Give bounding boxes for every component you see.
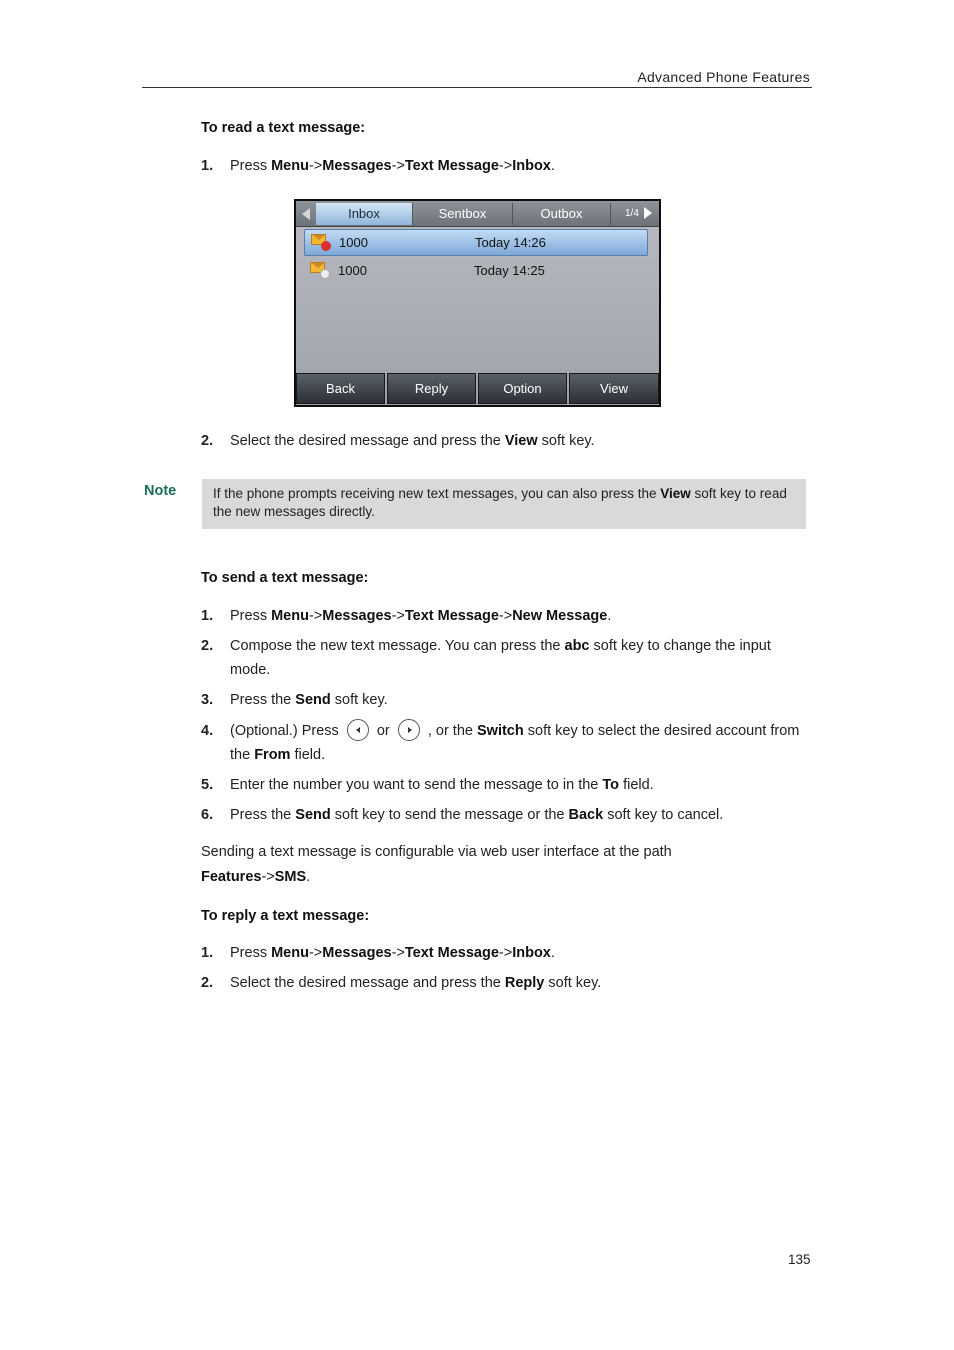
page-header: [142, 67, 812, 88]
right-navigation-key-icon: [398, 719, 420, 741]
step-number: 1.: [201, 945, 214, 961]
tab-outbox[interactable]: Outbox: [513, 203, 611, 225]
option-softkey[interactable]: Option: [478, 373, 567, 404]
note-text: If the phone prompts receiving new text messages, you can also press the View soft key to read the new messages directly.: [213, 486, 787, 519]
send-heading: To send a text message:: [201, 570, 369, 586]
step-text: Press Menu->Messages->Text Message->Inbox.: [230, 945, 555, 961]
step-number: 2.: [201, 638, 214, 654]
message-number: 1000: [338, 263, 367, 278]
tab-sentbox[interactable]: Sentbox: [413, 203, 513, 225]
note-label: Note: [144, 483, 177, 499]
step-number: 2.: [201, 975, 214, 991]
step-number: 1.: [201, 608, 214, 624]
message-time: Today 14:26: [475, 235, 546, 250]
message-time: Today 14:25: [474, 263, 545, 278]
step-number: 4.: [201, 723, 214, 739]
reply-heading: To reply a text message:: [201, 908, 370, 924]
page-indicator: 1/4: [625, 208, 639, 219]
back-softkey[interactable]: Back: [296, 373, 385, 404]
view-softkey[interactable]: View: [569, 373, 659, 404]
step-number: 6.: [201, 807, 214, 823]
step-text: Select the desired message and press the View soft key.: [230, 433, 595, 449]
step-text: Enter the number you want to send the message to in the To field.: [230, 777, 654, 793]
tab-left-arrow-icon[interactable]: [302, 208, 310, 220]
phone-screenshot: [294, 199, 661, 407]
step-number: 2.: [201, 433, 214, 449]
config-path: Features->SMS.: [201, 869, 311, 885]
tab-bar: [296, 201, 659, 227]
step-text: (Optional.) Press or , or the Switch soft key to select the desired account from the From field.: [230, 719, 812, 767]
read-badge-icon: [320, 269, 330, 279]
tab-right-arrow-icon[interactable]: [644, 207, 652, 219]
read-heading: To read a text message:: [201, 120, 366, 136]
message-number: 1000: [339, 235, 368, 250]
tab-inbox[interactable]: Inbox: [316, 203, 413, 225]
header-title: Advanced Phone Features: [637, 69, 810, 85]
message-row[interactable]: [304, 229, 648, 256]
step-number: 3.: [201, 692, 214, 708]
step-text: Press Menu->Messages->Text Message->Inbox.: [230, 158, 555, 174]
step-text: Press Menu->Messages->Text Message->New Message.: [230, 608, 612, 624]
note-box: [202, 479, 806, 529]
step-text: Compose the new text message. You can press the abc soft key to change the input mode.: [230, 638, 771, 678]
page-number: 135: [788, 1252, 811, 1267]
step-text: Press the Send soft key.: [230, 692, 388, 708]
left-navigation-key-icon: [347, 719, 369, 741]
config-paragraph: [201, 840, 761, 890]
step-number: 5.: [201, 777, 214, 793]
phone-display: [296, 201, 659, 405]
step-text: Select the desired message and press the Reply soft key.: [230, 975, 602, 991]
step-number: 1.: [201, 158, 214, 174]
message-row[interactable]: [304, 258, 648, 285]
config-text: Sending a text message is configurable via web user interface at the path: [201, 844, 672, 860]
reply-softkey[interactable]: Reply: [387, 373, 476, 404]
softkey-bar: [296, 373, 659, 405]
step-text: Press the Send soft key to send the message or the Back soft key to cancel.: [230, 807, 724, 823]
unread-badge-icon: [321, 241, 331, 251]
